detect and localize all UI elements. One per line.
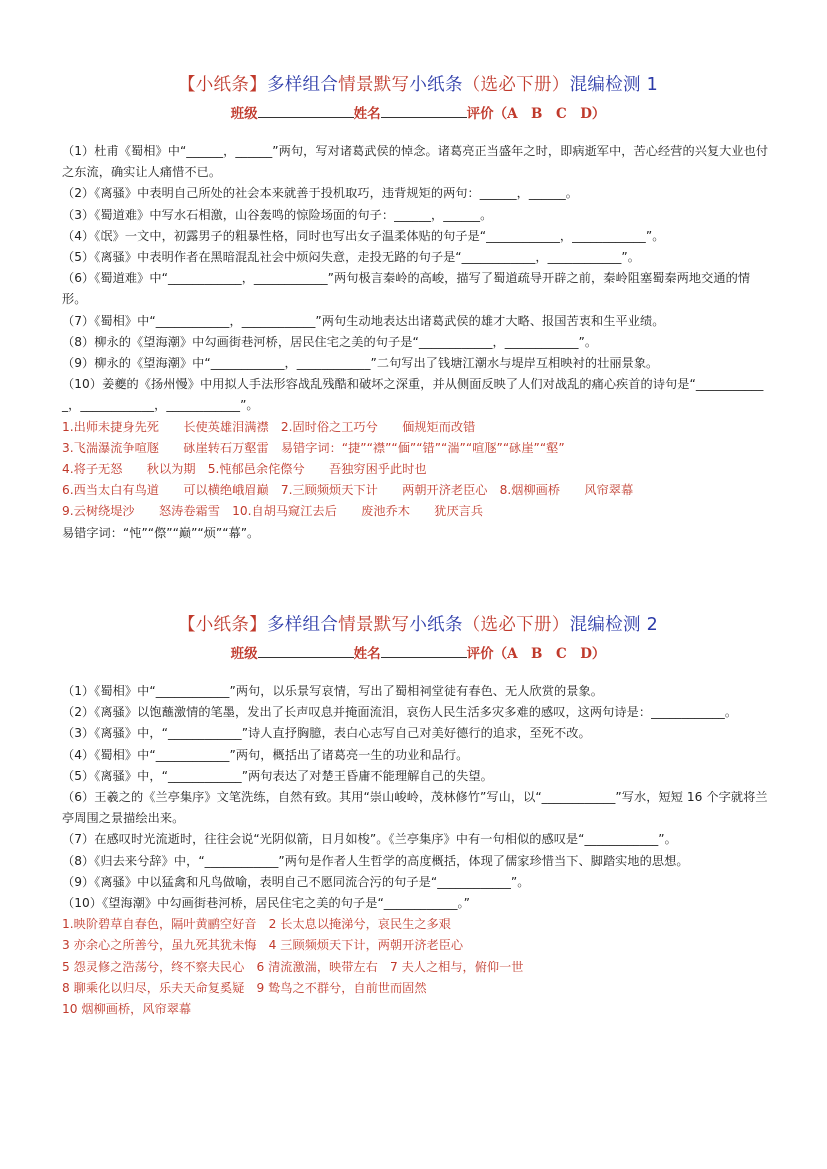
name-label: 姓名 <box>353 106 381 122</box>
answer-line: 1.映阶碧草自春色，隔叶黄鹂空好音 2 长太息以掩涕兮，哀民生之多艰 <box>62 917 451 932</box>
question: （10）姜夔的《扬州慢》中用拟人手法形容战乱残酷和破坏之深重，并从侧面反映了人们对战乱的痛心疾首的诗句是“____________，____________，____________”。 <box>62 377 764 413</box>
answer-note: 易错字词：“忳”“傺”“巅”“烦”“幕”。 <box>62 525 260 540</box>
question: （4）《蜀相》中“____________”两句，概括出了诸葛亮一生的功业和品行。 <box>62 747 469 762</box>
title-part: （选必下册） <box>462 615 570 635</box>
sheet-1-title <box>62 72 774 98</box>
question: （7）在感叹时光流逝时，往往会说“光阴似箭，日月如梭”。《兰亭集序》中有一句相似的感叹是“____________”。 <box>62 832 677 847</box>
answer-line: 10 烟柳画桥，风帘翠幕 <box>62 1002 192 1017</box>
answer-line: 4.将子无怒 秋以为期 5.忳郁邑余侘傺兮 吾独穷困乎此时也 <box>62 462 427 477</box>
answer-line: 3.飞湍瀑流争喧豗 砯崖转石万壑雷 易错字词：“捷”“襟”“偭”“错”“湍”“喧豗”“砯崖”“壑” <box>62 440 565 455</box>
grade-label: 评价（A B C D） <box>466 106 606 122</box>
question: （5）《离骚》中表明作者在黑暗混乱社会中烦闷失意，走投无路的句子是“____________，____________”。 <box>62 250 640 265</box>
question: （2）《离骚》中表明自己所处的社会本来就善于投机取巧，违背规矩的两句：______，______。 <box>62 186 578 201</box>
answer-line: 3 亦余心之所善兮，虽九死其犹未悔 4 三顾频烦天下计，两朝开济老臣心 <box>62 938 464 953</box>
title-part: 小纸条 <box>409 615 463 635</box>
question: （1）《蜀相》中“____________”两句，以乐景写哀情，写出了蜀相祠堂徒有春色、无人欣赏的景象。 <box>62 684 603 698</box>
sheet-1 <box>62 72 774 544</box>
sheet-2-meta <box>62 643 774 665</box>
question: （2）《离骚》以饱蘸激情的笔墨，发出了长声叹息并掩面流泪，哀伤人民生活多灾多难的感叹，这两句诗是：____________。 <box>62 705 738 720</box>
name-blank[interactable] <box>381 643 467 658</box>
class-blank[interactable] <box>258 103 354 118</box>
title-part: 混编检测 1 <box>569 75 659 95</box>
grade-label: 评价（A B C D） <box>466 646 606 662</box>
question: （9）柳永的《望海潮》中“____________，____________”二句写出了钱塘江潮水与堤岸互相映衬的壮丽景象。 <box>62 356 659 371</box>
sheet-2-questions <box>62 681 774 1020</box>
name-label: 姓名 <box>353 646 381 662</box>
title-part: 情景默写 <box>338 615 410 635</box>
sheet-1-questions <box>62 141 774 544</box>
question: （4）《氓》一文中，初露男子的粗暴性格，同时也写出女子温柔体贴的句子是“____________，____________”。 <box>62 228 665 243</box>
title-part: 情景默写 <box>338 75 410 95</box>
title-part: 多样组合 <box>266 75 339 95</box>
answer-line: 5 怨灵修之浩荡兮，终不察夫民心 6 清流激湍，映带左右 7 夫人之相与，俯仰一世 <box>62 959 524 974</box>
answer-line: 1.出师未捷身先死 长使英雄泪满襟 2.固时俗之工巧兮 偭规矩而改错 <box>62 419 476 434</box>
name-blank[interactable] <box>381 103 467 118</box>
title-bracket: 【小纸条】 <box>177 75 267 95</box>
title-part: 小纸条 <box>409 75 463 95</box>
question: （8）柳永的《望海潮》中勾画街巷河桥，居民住宅之美的句子是“____________，____________”。 <box>62 334 598 349</box>
question: （8）《归去来兮辞》中，“____________”两句是作者人生哲学的高度概括，体现了儒家珍惜当下、脚踏实地的思想。 <box>62 853 689 868</box>
question: （5）《离骚》中，“____________”两句表达了对楚王昏庸不能理解自己的失望。 <box>62 768 493 783</box>
title-part: （选必下册） <box>462 75 570 95</box>
question: （6）《蜀道难》中“____________，____________”两句极言秦岭的高峻，描写了蜀道疏导开辟之前，秦岭阻塞蜀秦两地交通的情形。 <box>62 271 751 307</box>
title-part: 混编检测 2 <box>569 615 659 635</box>
title-bracket: 【小纸条】 <box>177 615 267 635</box>
title-part: 多样组合 <box>266 615 339 635</box>
answer-line: 9.云树绕堤沙 怒涛卷霜雪 10.自胡马窥江去后 废池乔木 犹厌言兵 <box>62 504 484 519</box>
class-label: 班级 <box>230 646 258 662</box>
class-blank[interactable] <box>258 643 354 658</box>
sheet-2-title <box>62 612 774 638</box>
answer-line: 8 聊乘化以归尽，乐夫天命复奚疑 9 鸷鸟之不群兮，自前世而固然 <box>62 980 427 995</box>
question: （3）《离骚》中，“____________”诗人直抒胸臆，表白心志写自己对美好德行的追求，至死不改。 <box>62 726 591 741</box>
sheet-1-meta <box>62 103 774 125</box>
answer-line: 6.西当太白有鸟道 可以横绝峨眉巅 7.三顾频烦天下计 两朝开济老臣心 8.烟柳画桥 风帘翠幕 <box>62 483 634 498</box>
question: （6）王羲之的《兰亭集序》文笔洗练，自然有致。其用“崇山峻岭，茂林修竹”写山，以“____________”写水，短短 16 个字就将兰亭周围之景描绘出来。 <box>62 790 768 826</box>
sheet-2 <box>62 612 774 1020</box>
question: （1）杜甫《蜀相》中“______，______”两句，写对诸葛武侯的悼念。诸葛亮正当盛年之时，即病逝军中，苦心经营的兴复大业也付之东流，确实让人痛惜不已。 <box>62 144 769 180</box>
question: （9）《离骚》中以猛禽和凡鸟做喻，表明自己不愿同流合污的句子是“____________”。 <box>62 874 530 889</box>
question: （7）《蜀相》中“____________，____________”两句生动地表达出诸葛武侯的雄才大略、报国苦衷和生平业绩。 <box>62 313 665 328</box>
question: （10）《望海潮》中勾画街巷河桥，居民住宅之美的句子是“____________。” <box>62 896 471 911</box>
class-label: 班级 <box>230 106 258 122</box>
question: （3）《蜀道难》中写水石相激，山谷轰鸣的惊险场面的句子：______，______。 <box>62 207 493 222</box>
